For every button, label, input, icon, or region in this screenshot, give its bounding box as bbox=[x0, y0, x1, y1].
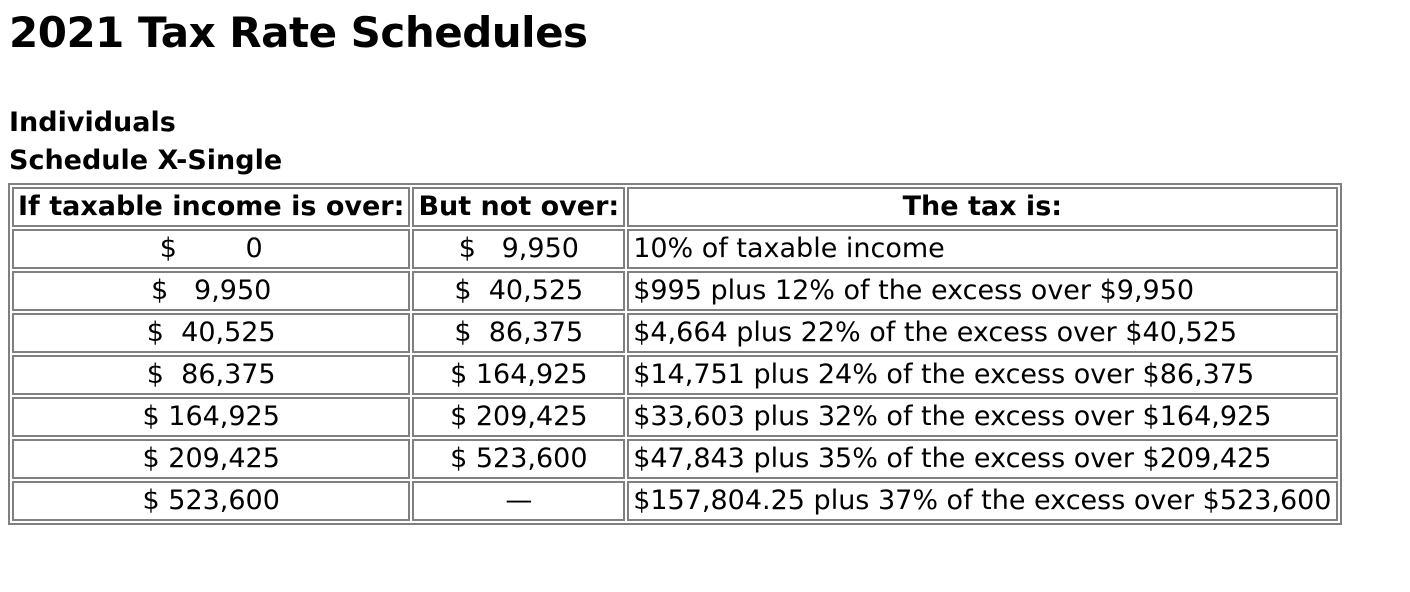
income-over-cell: $ 523,600 bbox=[12, 481, 410, 521]
table-row bbox=[12, 355, 1338, 395]
table-row bbox=[12, 229, 1338, 269]
but-not-over-cell: $ 523,600 bbox=[412, 439, 625, 479]
but-not-over-cell: — bbox=[412, 481, 625, 521]
table-header-row bbox=[12, 187, 1338, 227]
schedule-heading: Schedule X-Single bbox=[9, 145, 283, 176]
tax-is-cell: $4,664 plus 22% of the excess over $40,525 bbox=[627, 313, 1337, 353]
header-tax-is: The tax is: bbox=[627, 187, 1337, 227]
but-not-over-cell: $ 40,525 bbox=[412, 271, 625, 311]
income-over-cell: $ 86,375 bbox=[12, 355, 410, 395]
tax-is-cell: $47,843 plus 35% of the excess over $209,425 bbox=[627, 439, 1337, 479]
but-not-over-cell: $ 9,950 bbox=[412, 229, 625, 269]
table-row bbox=[12, 481, 1338, 521]
but-not-over-cell: $ 86,375 bbox=[412, 313, 625, 353]
page-title: 2021 Tax Rate Schedules bbox=[9, 8, 588, 57]
income-over-cell: $ 209,425 bbox=[12, 439, 410, 479]
tax-is-cell: $995 plus 12% of the excess over $9,950 bbox=[627, 271, 1337, 311]
income-over-cell: $ 9,950 bbox=[12, 271, 410, 311]
income-over-cell: $ 40,525 bbox=[12, 313, 410, 353]
tax-is-cell: $33,603 plus 32% of the excess over $164,925 bbox=[627, 397, 1337, 437]
but-not-over-cell: $ 209,425 bbox=[412, 397, 625, 437]
header-income-over: If taxable income is over: bbox=[12, 187, 410, 227]
tax-is-cell: 10% of taxable income bbox=[627, 229, 1337, 269]
but-not-over-cell: $ 164,925 bbox=[412, 355, 625, 395]
table-row bbox=[12, 397, 1338, 437]
income-over-cell: $ 0 bbox=[12, 229, 410, 269]
tax-is-cell: $157,804.25 plus 37% of the excess over $523,600 bbox=[627, 481, 1337, 521]
table-row bbox=[12, 439, 1338, 479]
tax-rate-table bbox=[8, 183, 1342, 525]
section-heading: Individuals bbox=[9, 107, 176, 138]
header-but-not-over: But not over: bbox=[412, 187, 625, 227]
tax-is-cell: $14,751 plus 24% of the excess over $86,375 bbox=[627, 355, 1337, 395]
table-row bbox=[12, 313, 1338, 353]
income-over-cell: $ 164,925 bbox=[12, 397, 410, 437]
table-row bbox=[12, 271, 1338, 311]
